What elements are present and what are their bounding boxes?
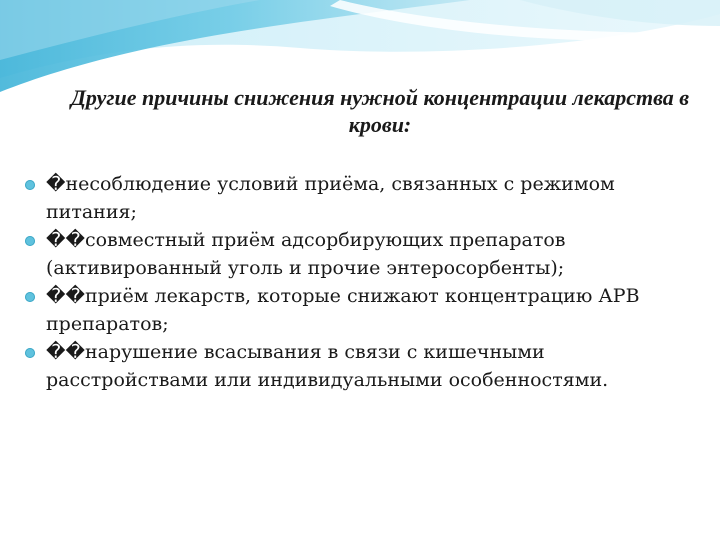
glyph-text: � (46, 173, 66, 195)
bullet-marker-icon (25, 292, 35, 302)
bullet-marker-icon (25, 348, 35, 358)
list-item (24, 170, 694, 226)
glyph-text: �� (46, 285, 85, 307)
list-item (24, 282, 694, 338)
slide-title: Другие причины снижения нужной концентрации лекарства в крови: (70, 85, 690, 137)
list-item (24, 226, 694, 282)
bullet-text: приём лекарств, которые снижают концентрацию АРВ препаратов; (46, 285, 640, 335)
glyph-text: �� (46, 229, 85, 251)
bullet-text: несоблюдение условий приёма, связанных с режимом питания; (46, 173, 615, 223)
bullet-list (24, 170, 694, 394)
glyph-text: �� (46, 341, 85, 363)
bullet-marker-icon (25, 180, 35, 190)
bullet-marker-icon (25, 236, 35, 246)
list-item (24, 338, 694, 394)
bullet-text: совместный приём адсорбирующих препаратов (активированный уголь и прочие энтеросорбенты); (46, 229, 566, 279)
bullet-text: нарушение всасывания в связи с кишечными расстройствами или индивидуальными особенностями. (46, 341, 609, 391)
